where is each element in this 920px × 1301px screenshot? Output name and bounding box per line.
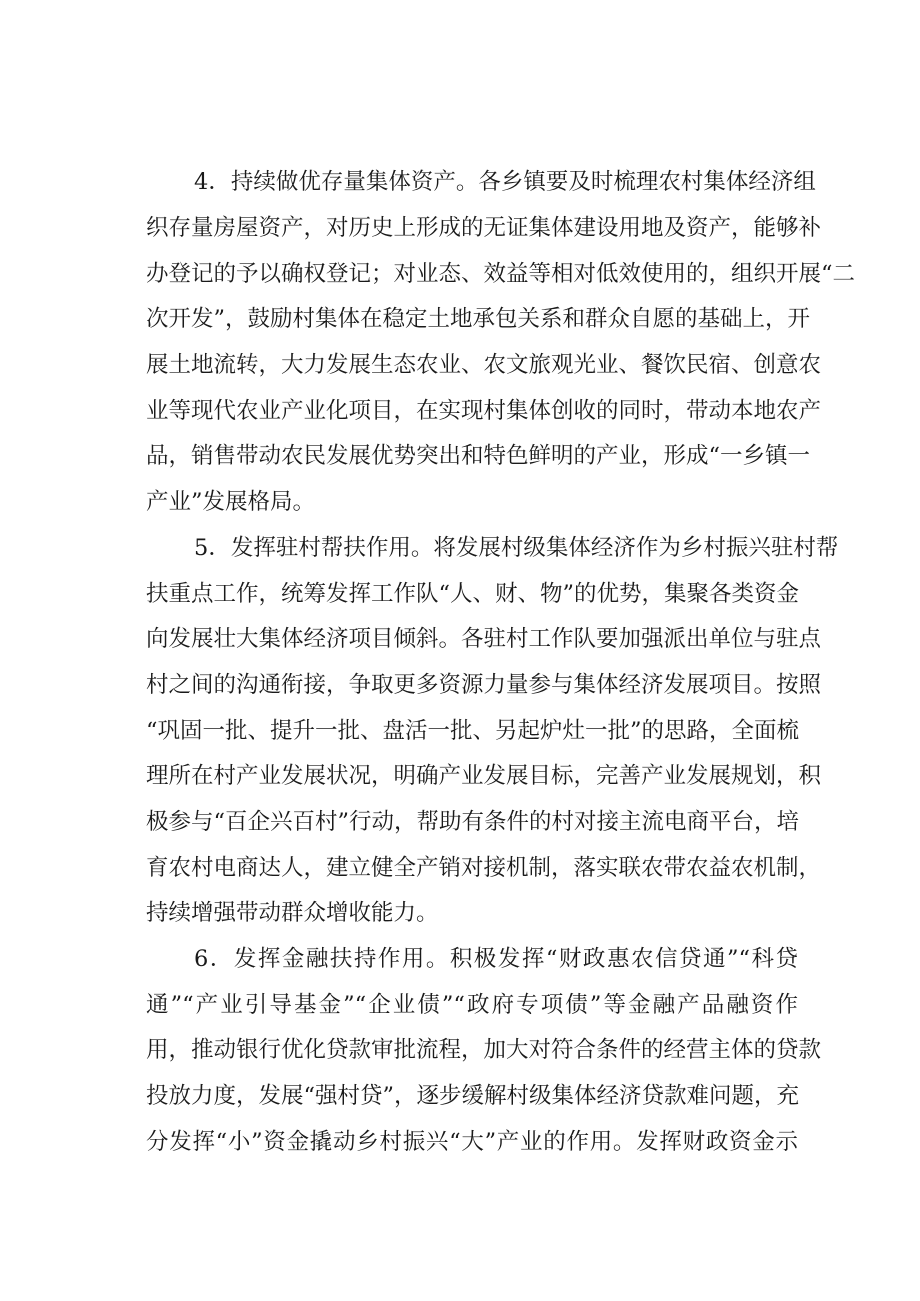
- paragraph-6-line-3: 用，推动银行优化贷款审批流程，加大对符合条件的经营主体的贷款: [146, 1037, 822, 1063]
- paragraph-4-line-5: 展土地流转，大力发展生态农业、农文旅观光业、餐饮民宿、创意农: [146, 352, 822, 378]
- paragraph-6-line-5: 分发挥“小”资金撬动乡村振兴“大”产业的作用。发挥财政资金示: [146, 1129, 798, 1155]
- paragraph-4-line-2: 织存量房屋资产，对历史上形成的无证集体建设用地及资产，能够补: [146, 215, 822, 241]
- paragraph-5-line-5: “巩固一批、提升一批、盘活一批、另起炉灶一批”的思路，全面梳: [146, 718, 800, 744]
- paragraph-5-line-3: 向发展壮大集体经济项目倾斜。各驻村工作队要加强派出单位与驻点: [146, 626, 822, 652]
- paragraph-4-line-8: 产业”发展格局。: [146, 489, 316, 515]
- paragraph-4-line-3: 办登记的予以确权登记；对业态、效益等相对低效使用的，组织开展“二: [146, 261, 856, 287]
- paragraph-5-line-1: 5．发挥驻村帮扶作用。将发展村级集体经济作为乡村振兴驻村帮: [194, 535, 839, 561]
- paragraph-5-line-8: 育农村电商达人，建立健全产销对接机制，落实联农带农益农机制，: [146, 855, 822, 881]
- paragraph-6-line-2: 通”“产业引导基金”“企业债”“政府专项债”等金融产品融资作: [146, 992, 798, 1018]
- paragraph-4-line-6: 业等现代农业产业化项目，在实现村集体创收的同时，带动本地农产: [146, 398, 822, 424]
- paragraph-5-line-4: 村之间的沟通衔接，争取更多资源力量参与集体经济发展项目。按照: [146, 672, 822, 698]
- paragraph-5-line-9: 持续增强带动群众增收能力。: [146, 900, 439, 926]
- paragraph-5-line-7: 极参与“百企兴百村”行动，帮助有条件的村对接主流电商平台，培: [146, 809, 800, 835]
- paragraph-4-line-4: 次开发”，鼓励村集体在稳定土地承包关系和群众自愿的基础上，开: [146, 306, 811, 332]
- paragraph-5-line-2: 扶重点工作，统筹发挥工作队“人、财、物”的优势，集聚各类资金: [146, 581, 800, 607]
- paragraph-6-line-1: 6．发挥金融扶持作用。积极发挥“财政惠农信贷通”“科贷: [194, 946, 798, 972]
- paragraph-5-line-6: 理所在村产业发展状况，明确产业发展目标，完善产业发展规划，积: [146, 763, 822, 789]
- paragraph-6-line-4: 投放力度，发展“强村贷”，逐步缓解村级集体经济贷款难问题，充: [146, 1083, 800, 1109]
- paragraph-4-line-1: 4．持续做优存量集体资产。各乡镇要及时梳理农村集体经济组: [194, 169, 816, 195]
- paragraph-4-line-7: 品，销售带动农民发展优势突出和特色鲜明的产业，形成“一乡镇一: [146, 443, 811, 469]
